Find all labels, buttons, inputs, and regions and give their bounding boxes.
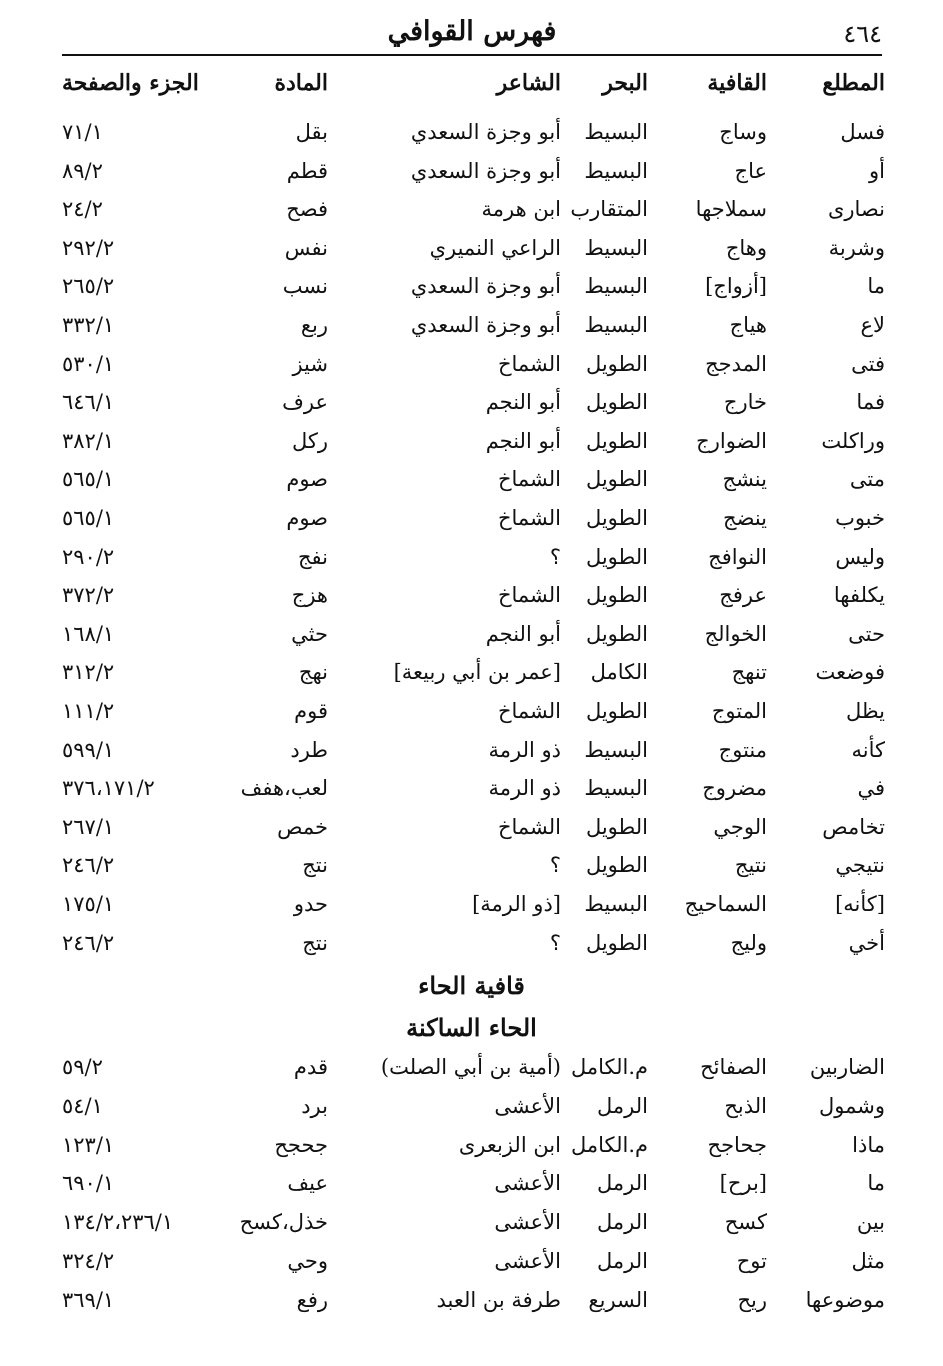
cell-meter: الرمل <box>597 1171 648 1196</box>
cell-meter: الطويل <box>585 621 648 646</box>
cell-meter: الطويل <box>585 699 648 723</box>
cell-root: ركل <box>291 428 328 453</box>
cell-meter: السريع <box>588 1287 648 1312</box>
cell-ref: ٥٤/١ <box>62 1093 103 1118</box>
cell-rhyme: خارج <box>723 390 767 415</box>
cell-poet: ؟ <box>549 853 561 878</box>
table-row <box>0 383 943 421</box>
cell-rhyme: ينضج <box>723 506 767 530</box>
cell-rhyme: الضوارج <box>696 428 767 453</box>
cell-rhyme: تنهج <box>731 660 767 685</box>
cell-poet: (أمية بن أبي الصلت) <box>380 1055 561 1079</box>
cell-meter: البسيط <box>584 274 648 299</box>
page-title: فهرس القوافي <box>387 16 557 47</box>
cell-meter: الطويل <box>585 467 648 492</box>
cell-opening: نتيجي <box>835 853 885 878</box>
cell-meter: الطويل <box>585 428 648 453</box>
cell-poet: الشماخ <box>497 699 561 723</box>
cell-opening: ما <box>867 274 885 299</box>
cell-poet: أبو وجزة السعدي <box>410 120 561 144</box>
cell-poet: أبو النجم <box>485 428 561 453</box>
cell-rhyme: وهاج <box>725 235 767 260</box>
cell-poet: ؟ <box>549 544 561 569</box>
cell-ref: ٢٩٠/٢ <box>62 544 115 569</box>
table-row <box>0 460 943 498</box>
cell-opening: موضوعها <box>805 1287 885 1312</box>
cell-poet: الشماخ <box>497 506 561 530</box>
cell-meter: الرمل <box>597 1210 648 1235</box>
cell-poet: أبو وجزة السعدي <box>410 274 561 299</box>
column-headers <box>0 64 943 102</box>
cell-ref: ٢٤٦/٢ <box>62 853 115 878</box>
cell-meter: الطويل <box>585 930 648 955</box>
cell-ref: ١٧٥/١ <box>62 892 115 916</box>
cell-root: نتج <box>302 853 328 878</box>
cell-poet: ابن الزبعرى <box>458 1132 561 1157</box>
cell-root: ربع <box>300 313 328 337</box>
cell-rhyme: ينشج <box>722 467 767 492</box>
table-row <box>0 615 943 653</box>
cell-ref: ٣٧٢/٢ <box>62 583 115 608</box>
table-row <box>0 229 943 267</box>
cell-opening: فما <box>856 390 885 415</box>
cell-meter: الطويل <box>585 853 648 878</box>
table-row <box>0 345 943 383</box>
cell-opening: فسل <box>840 120 885 144</box>
cell-poet: الشماخ <box>497 583 561 608</box>
cell-rhyme: منتوج <box>718 737 767 762</box>
cell-opening: يظل <box>846 699 885 723</box>
cell-rhyme: نتيج <box>734 853 767 878</box>
cell-opening: وليس <box>835 544 885 569</box>
cell-ref: ٥٩/٢ <box>62 1055 103 1079</box>
cell-poet: [ذو الرمة] <box>472 892 561 916</box>
cell-opening: أخي <box>848 930 885 955</box>
cell-opening: كأنه <box>851 737 885 762</box>
cell-root: وحي <box>287 1249 328 1273</box>
cell-ref: ٣٦٩/١ <box>62 1287 115 1312</box>
cell-opening: [كأنه] <box>835 892 885 916</box>
table-row <box>0 1048 943 1086</box>
cell-root: نفج <box>297 544 328 569</box>
cell-meter: الكامل <box>590 660 648 685</box>
cell-poet: الراعي النميري <box>429 235 561 260</box>
table-row <box>0 422 943 460</box>
cell-rhyme: السماحيج <box>684 892 767 916</box>
cell-opening: وراكلت <box>821 428 885 453</box>
cell-poet: ابن هرمة <box>481 197 561 222</box>
cell-ref: ١٣٤/٢،٢٣٦/١ <box>62 1210 174 1235</box>
cell-root: قوم <box>294 699 328 723</box>
cell-poet: الأعشى <box>494 1210 561 1235</box>
cell-ref: ٣٢٤/٢ <box>62 1249 115 1273</box>
cell-opening: متى <box>849 467 885 492</box>
cell-ref: ١٢٣/١ <box>62 1132 115 1157</box>
cell-poet: ذو الرمة <box>488 776 561 801</box>
cell-opening: وشربة <box>828 235 885 260</box>
table-row <box>0 499 943 537</box>
cell-meter: المتقارب <box>570 197 648 222</box>
table-row <box>0 576 943 614</box>
cell-ref: ٦٩٠/١ <box>62 1171 115 1196</box>
cell-meter: الطويل <box>585 506 648 530</box>
cell-root: صوم <box>286 467 328 492</box>
table-row <box>0 692 943 730</box>
subsection-title: الحاء الساكنة <box>406 1013 537 1042</box>
cell-root: حدو <box>293 892 328 916</box>
cell-root: فصح <box>286 197 328 222</box>
table-row <box>0 1164 943 1202</box>
cell-rhyme: النوافج <box>708 544 767 569</box>
table-row <box>0 152 943 190</box>
cell-opening: خبوب <box>835 506 885 530</box>
column-header-ref: الجزء والصفحة <box>62 70 199 96</box>
cell-meter: البسيط <box>584 892 648 916</box>
cell-root: شيز <box>292 351 328 376</box>
table-row <box>0 1126 943 1164</box>
cell-meter: البسيط <box>584 120 648 144</box>
cell-opening: وشمول <box>819 1093 885 1118</box>
cell-root: نهج <box>298 660 328 685</box>
cell-ref: ١١١/٢ <box>62 699 115 723</box>
cell-opening: فتى <box>851 351 885 376</box>
table-row <box>0 306 943 344</box>
cell-rhyme: الذبح <box>724 1093 767 1118</box>
cell-rhyme: كسح <box>724 1210 767 1235</box>
cell-rhyme: وساج <box>719 120 767 144</box>
table-row <box>0 769 943 807</box>
cell-poet: أبو وجزة السعدي <box>410 158 561 183</box>
column-header-root: المادة <box>274 70 328 96</box>
cell-meter: الطويل <box>585 390 648 415</box>
cell-poet: ؟ <box>549 930 561 955</box>
cell-opening: في <box>857 776 885 801</box>
cell-meter: الطويل <box>585 544 648 569</box>
cell-opening: لاع <box>860 313 885 337</box>
cell-poet: الشماخ <box>497 814 561 839</box>
cell-root: قدم <box>293 1055 328 1079</box>
table-row <box>0 1242 943 1280</box>
cell-root: لعب،هفف <box>240 776 328 801</box>
cell-opening: ما <box>867 1171 885 1196</box>
table-row <box>0 190 943 228</box>
cell-meter: البسيط <box>584 158 648 183</box>
cell-opening: يكلفها <box>833 583 885 608</box>
cell-poet: [عمر بن أبي ربيعة] <box>393 660 561 685</box>
cell-meter: البسيط <box>584 235 648 260</box>
cell-rhyme: هياج <box>729 313 767 337</box>
cell-poet: طرفة بن العبد <box>436 1287 561 1312</box>
table-row <box>0 267 943 305</box>
cell-ref: ٥٩٩/١ <box>62 737 115 762</box>
section-title: قافية الحاء <box>418 971 525 1000</box>
table-row <box>0 846 943 884</box>
cell-rhyme: المتوج <box>711 699 767 723</box>
cell-ref: ٢٤٦/٢ <box>62 930 115 955</box>
cell-ref: ٣٨٢/١ <box>62 428 115 453</box>
cell-meter: البسيط <box>584 737 648 762</box>
cell-root: جحجح <box>274 1132 328 1157</box>
cell-opening: بين <box>856 1210 885 1235</box>
cell-ref: ٣٣٢/١ <box>62 313 115 337</box>
cell-rhyme: توح <box>736 1249 767 1273</box>
cell-opening: نصارى <box>827 197 885 222</box>
cell-ref: ٦٤٦/١ <box>62 390 115 415</box>
cell-rhyme: وليج <box>730 930 767 955</box>
table-row <box>0 113 943 151</box>
cell-rhyme: [برح] <box>719 1171 767 1196</box>
cell-rhyme: الوجي <box>713 814 767 839</box>
cell-rhyme: الخوالج <box>704 621 767 646</box>
table-row <box>0 653 943 691</box>
cell-meter: البسيط <box>584 313 648 337</box>
table-row <box>0 731 943 769</box>
cell-ref: ٨٩/٢ <box>62 158 103 183</box>
cell-ref: ٣٧٦،١٧١/٢ <box>62 776 155 801</box>
cell-root: حثي <box>291 621 328 646</box>
cell-root: خمص <box>277 814 328 839</box>
cell-root: صوم <box>286 506 328 530</box>
cell-rhyme: عاج <box>734 158 767 183</box>
cell-rhyme: عرفج <box>719 583 767 608</box>
cell-ref: ٥٦٥/١ <box>62 506 115 530</box>
cell-poet: الأعشى <box>494 1249 561 1273</box>
cell-rhyme: سملاجها <box>695 197 767 222</box>
cell-ref: ١٦٨/١ <box>62 621 115 646</box>
table-row <box>0 885 943 923</box>
cell-poet: ذو الرمة <box>488 737 561 762</box>
column-header-opening: المطلع <box>822 70 885 96</box>
cell-ref: ٥٦٥/١ <box>62 467 115 492</box>
cell-meter: الرمل <box>597 1093 648 1118</box>
cell-poet: الشماخ <box>497 467 561 492</box>
cell-ref: ٢٤/٢ <box>62 197 103 222</box>
cell-poet: الشماخ <box>497 351 561 376</box>
cell-rhyme: ريح <box>737 1287 767 1312</box>
cell-root: قطم <box>286 158 328 183</box>
cell-meter: م.الكامل <box>570 1132 648 1157</box>
cell-opening: الضاربين <box>809 1055 885 1079</box>
cell-meter: الطويل <box>585 583 648 608</box>
cell-root: بقل <box>295 120 328 144</box>
cell-rhyme: [أزواج] <box>705 274 767 299</box>
table-row <box>0 538 943 576</box>
page-number: ٤٦٤ <box>843 20 882 48</box>
cell-rhyme: الصفائح <box>700 1055 767 1079</box>
cell-ref: ٧١/١ <box>62 120 103 144</box>
table-row <box>0 924 943 962</box>
cell-root: خذل،كسح <box>239 1210 328 1235</box>
cell-meter: الرمل <box>597 1249 648 1273</box>
cell-opening: حتى <box>848 621 885 646</box>
cell-opening: فوضعت <box>815 660 885 685</box>
cell-rhyme: جحاجح <box>707 1132 767 1157</box>
cell-ref: ٣١٢/٢ <box>62 660 115 685</box>
cell-ref: ٢٦٧/١ <box>62 814 115 839</box>
cell-rhyme: المدجج <box>705 351 767 376</box>
cell-poet: الأعشى <box>494 1093 561 1118</box>
cell-root: رفع <box>296 1287 328 1312</box>
cell-root: نسب <box>282 274 328 299</box>
cell-opening: أو <box>869 158 885 183</box>
cell-root: نتج <box>302 930 328 955</box>
cell-ref: ٢٩٢/٢ <box>62 235 115 260</box>
cell-poet: أبو النجم <box>485 390 561 415</box>
cell-root: هزج <box>291 583 328 608</box>
cell-opening: ماذا <box>852 1132 885 1157</box>
cell-opening: مثل <box>851 1249 885 1273</box>
cell-meter: الطويل <box>585 814 648 839</box>
cell-meter: الطويل <box>585 351 648 376</box>
table-row <box>0 1087 943 1125</box>
page-header <box>62 14 882 50</box>
cell-root: عرف <box>282 390 328 415</box>
cell-root: برد <box>301 1093 328 1118</box>
cell-opening: تخامص <box>822 814 885 839</box>
table-row <box>0 1203 943 1241</box>
cell-rhyme: مضروج <box>702 776 767 801</box>
table-row <box>0 1281 943 1319</box>
cell-ref: ٥٣٠/١ <box>62 351 115 376</box>
column-header-poet: الشاعر <box>496 70 561 96</box>
cell-root: طرد <box>290 737 328 762</box>
column-header-meter: البحر <box>602 70 648 96</box>
column-header-rhyme: القافية <box>707 70 767 96</box>
table-row <box>0 808 943 846</box>
cell-root: نفس <box>284 235 328 260</box>
cell-meter: البسيط <box>584 776 648 801</box>
cell-ref: ٢٦٥/٢ <box>62 274 115 299</box>
cell-poet: الأعشى <box>494 1171 561 1196</box>
cell-poet: أبو وجزة السعدي <box>410 313 561 337</box>
cell-meter: م.الكامل <box>570 1055 648 1079</box>
cell-poet: أبو النجم <box>485 621 561 646</box>
header-rule <box>62 54 882 56</box>
cell-root: عيف <box>287 1171 328 1196</box>
